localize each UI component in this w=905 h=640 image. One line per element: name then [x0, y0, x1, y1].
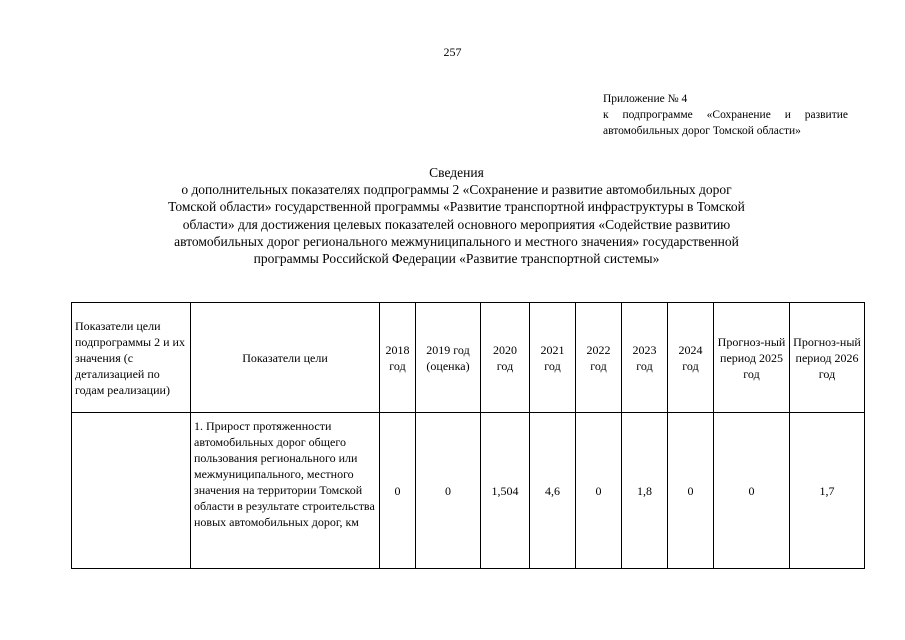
header-year-2018: 2018 год: [380, 303, 416, 413]
heading-line: о дополнительных показателях подпрограммы 2 «Сохранение и развитие автомобильных дорог: [181, 182, 732, 198]
heading-line: автомобильных дорог регионального межмуниципального и местного значения» государственной: [174, 233, 739, 249]
header-forecast-2025: Прогноз-ный период 2025 год: [714, 303, 790, 413]
cell-forecast-2025: 0: [714, 413, 790, 569]
heading-line: области» для достижения целевых показателей основного мероприятия «Содействие развитию: [182, 216, 731, 232]
appendix-line-3: автомобильных дорог Томской области»: [603, 125, 801, 137]
cell-goal-values: [72, 413, 191, 569]
cell-2019: 0: [416, 413, 481, 569]
heading-line: программы Российской Федерации «Развитие транспортной системы»: [253, 251, 660, 267]
page-number: 257: [443, 45, 462, 59]
table-header-row: [72, 303, 865, 413]
header-goal-indicators: Показатели цели: [191, 303, 380, 413]
cell-2023: 1,8: [622, 413, 668, 569]
header-year-2024: 2024 год: [668, 303, 714, 413]
table-row: [72, 413, 865, 569]
cell-2020: 1,504: [481, 413, 530, 569]
header-forecast-2026: Прогноз-ный период 2026 год: [790, 303, 865, 413]
document-heading: [120, 164, 793, 267]
heading-title: Сведения: [429, 165, 484, 180]
cell-2018: 0: [380, 413, 416, 569]
header-year-2023: 2023 год: [622, 303, 668, 413]
appendix-line-1: Приложение № 4: [603, 93, 688, 105]
header-year-2020: 2020 год: [481, 303, 530, 413]
indicators-table: [71, 302, 865, 569]
cell-2022: 0: [576, 413, 622, 569]
cell-2024: 0: [668, 413, 714, 569]
header-year-2021: 2021 год: [530, 303, 576, 413]
header-year-2019: 2019 год (оценка): [416, 303, 481, 413]
heading-line: Томской области» государственной программы «Развитие транспортной инфраструктуры в Томской: [168, 199, 745, 215]
cell-2021: 4,6: [530, 413, 576, 569]
header-year-2022: 2022 год: [576, 303, 622, 413]
appendix-line-2: к подпрограмме «Сохранение и развитие: [603, 109, 848, 121]
appendix-reference: [603, 91, 848, 139]
cell-forecast-2026: 1,7: [790, 413, 865, 569]
cell-indicator: 1. Прирост протяженности автомобильных дорог общего пользования регионального или межмуниципального, местного значения на территории Томской области в результате строительства новых автомобильных дорог, км: [191, 413, 380, 569]
header-goal-values: Показатели цели подпрограммы 2 и их значения (с детализацией по годам реализации): [72, 303, 191, 413]
